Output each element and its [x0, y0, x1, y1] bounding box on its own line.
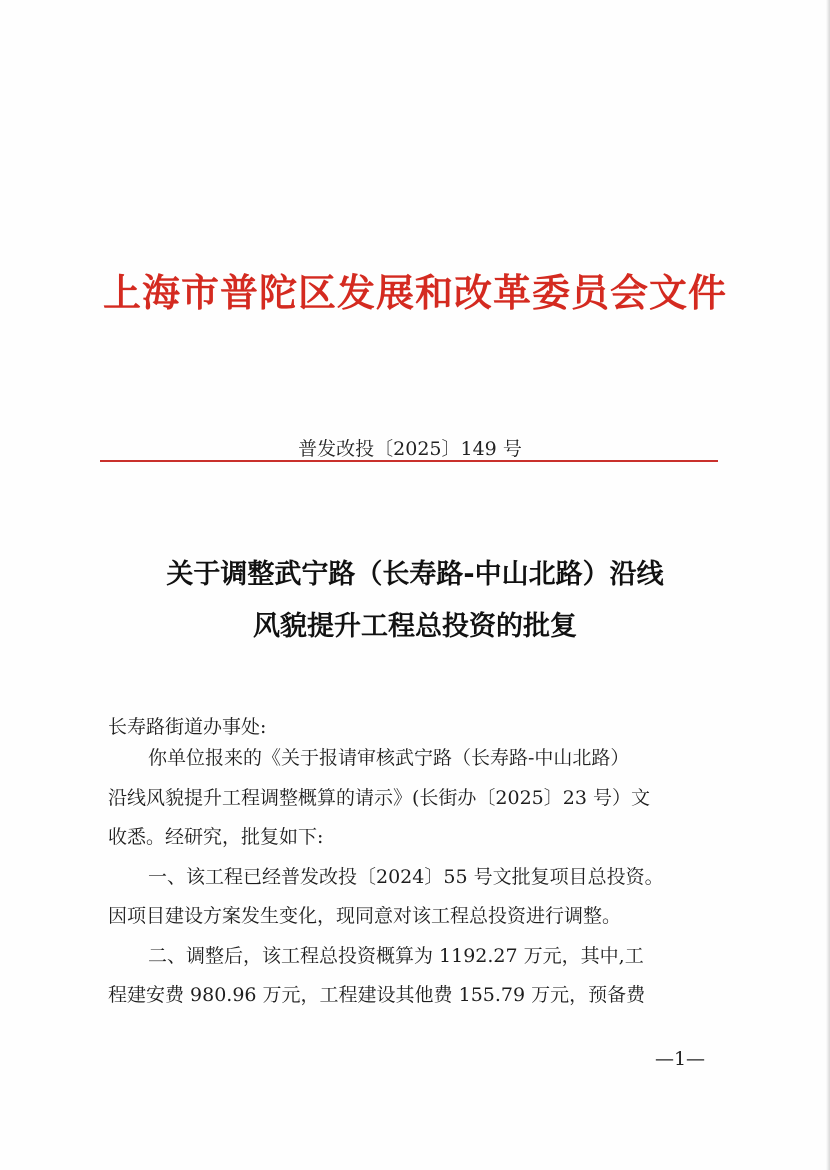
page-edge-shadow — [826, 0, 830, 1170]
red-divider-line — [100, 460, 718, 462]
document-title-line-2: 风貌提升工程总投资的批复 — [253, 611, 577, 642]
paragraph-3-line-1: 二、调整后，该工程总投资概算为 1192.27 万元，其中,工 — [148, 945, 644, 967]
document-title-line-1: 关于调整武宁路（长寿路-中山北路）沿线 — [166, 559, 664, 590]
paragraph-1-line-1: 你单位报来的《关于报请审核武宁路（长寿路-中山北路） — [148, 747, 630, 769]
paragraph-1-line-3: 收悉。经研究，批复如下: — [108, 826, 324, 848]
paragraph-2-line-2: 因项目建设方案发生变化，现同意对该工程总投资进行调整。 — [108, 905, 622, 927]
page-number: —1— — [654, 1048, 706, 1070]
paragraph-3-line-2: 程建安费 980.96 万元，工程建设其他费 155.79 万元，预备费 — [108, 984, 646, 1006]
paragraph-1-line-2: 沿线风貌提升工程调整概算的请示》(长街办〔2025〕23 号）文 — [108, 787, 650, 809]
document-number: 普发改投〔2025〕149 号 — [298, 438, 522, 460]
paragraph-2-line-1: 一、该工程已经普发改投〔2024〕55 号文批复项目总投资。 — [148, 866, 664, 888]
addressee: 长寿路街道办事处: — [108, 716, 267, 738]
masthead-title: 上海市普陀区发展和改革委员会文件 — [102, 270, 727, 315]
